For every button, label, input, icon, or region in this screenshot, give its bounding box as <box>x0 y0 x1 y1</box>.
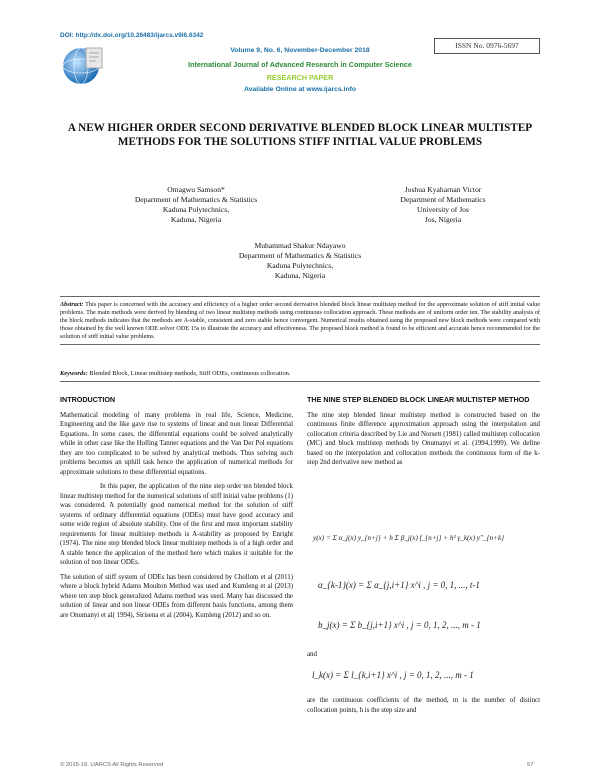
page-number: 57 <box>527 762 534 768</box>
and-text: and <box>307 651 317 658</box>
section2-paragraph-1: The nine step blended linear multistep method is constructed based on the continuous finite difference approximation approach using the interpolation and collocation criteria described by Lie and Norsett (1981) called multistep collocation (MC) and block multistep methods by Onumanyi et al. (1994,1999). We define based on the interpolation and collocation methods the continuous form of the k- step 2nd derivative new method as <box>307 411 540 466</box>
author-dept: Department of Mathematics & Statistics <box>134 195 258 204</box>
author-block-3 <box>200 241 400 281</box>
footer-copyright: © 2015-19, IJARCS All Rights Reserved <box>60 762 164 768</box>
intro-heading: INTRODUCTION <box>60 395 116 404</box>
left-column <box>60 395 293 625</box>
volume-info: Volume 9, No. 6, November-December 2018 <box>230 47 370 54</box>
author-loc: Kaduna, Nigeria <box>274 271 326 280</box>
abstract <box>60 296 540 345</box>
author-inst: University of Jos <box>417 205 469 214</box>
author-dept: Department of Mathematics <box>400 195 486 204</box>
right-column <box>307 395 540 473</box>
author-inst: Kaduna Polytechnics, <box>162 205 230 214</box>
keywords-text: Blended Block, Linear multistep methods, Stiff ODEs, continuous collocation. <box>87 370 291 377</box>
author-name: Muhammad Shakur Ndayawo <box>254 241 346 250</box>
intro-paragraph-2: In this paper, the application of the nine step order ten blended block linear multistep method for the numerical solutions of stiff initial value problems (1) was considered. A potentially good numerical method for the solution of stiff systems of ordinary differential equations (ODEs) must have good accuracy and some wide region of absolute stability. One of the first and most important stability requirements for linear multistep methods is A-stability as proposed by Enright (1974). The nine step blended block linear multistep methods is of a high order and A stable hence the application of the method here which makes it suitable for the solution of non linear ODEs. <box>60 483 293 566</box>
intro-paragraph-3: The solution of stiff system of ODEs has been considered by Chollom et al (2011) where a block hybrid Adams Moulton Method was used and Kumleng et al (2013) where ten step block generalized Adams method was used. Many has discussed the solution of linear and non linear ODEs from different basis functions, among them are Onumanyi et al( 1994), Sirisena et al (2004), Kumleng (2012) and so on. <box>60 573 293 619</box>
section2-paragraph-2: are the continuous coefficients of the method, m is the number of distinct collocation points, h is the step size and <box>307 697 540 714</box>
author-name: Omagwu Samson* <box>167 185 225 194</box>
author-loc: Kaduna, Nigeria <box>170 215 222 224</box>
section2-heading: THE NINE STEP BLENDED BLOCK LINEAR MULTISTEP METHOD <box>307 395 530 404</box>
paper-type: RESEARCH PAPER <box>266 73 334 82</box>
issn-box: ISSN No. 0976-5697 <box>434 38 540 54</box>
keywords-label: Keywords: <box>60 370 88 377</box>
author-inst: Kaduna Polytechnics, <box>266 261 334 270</box>
online-link[interactable]: Available Online at www.ijarcs.info <box>243 86 357 93</box>
keywords <box>60 370 540 382</box>
journal-name: International Journal of Advanced Research in Computer Science <box>188 60 412 69</box>
author-loc: Jos, Nigeria <box>424 215 462 224</box>
author-dept: Department of Mathematics & Statistics <box>238 251 362 260</box>
author-block-1 <box>96 185 296 225</box>
equation-4: l_k(x) = Σ l_{k,i+1} x^i , j = 0, 1, 2, ..., m - 1 <box>312 670 474 680</box>
doi-link[interactable]: DOI: http://dx.doi.org/10.26483/ijarcs.v9i6.6342 <box>60 32 204 39</box>
equation-3: b_j(x) = Σ b_{j,i+1} x^i , j = 0, 1, 2, ..., m - 1 <box>318 620 481 630</box>
abstract-text: This paper is concerned with the accuracy and efficiency of a higher order second derivative blended block linear multistep method for the approximate solution of stiff initial value problems. The main methods were derived by blending of two linear multistep methods using continuous collocation approach. These methods are of uniform order ten. The stability analysis of the block methods indicates that the methods are A-stable, consistent and zero stable hence convergent. Numerical results obtained using the proposed new block methods were compared with those obtained by the well known ODE solver ODE 15s to illustrate the accuracy and effectiveness. The proposed block method is found to be efficient and accurate hence recommended for the solution of stiff initial value problems. <box>60 301 540 340</box>
abstract-label: Abstract: <box>60 301 84 308</box>
equation-1: y(x) = Σ α_j(x) y_{n+j} + h Σ β_j(x) f_{n+j} + h² γ_k(x) y''_{n+k} <box>313 534 505 542</box>
paper-title: A NEW HIGHER ORDER SECOND DERIVATIVE BLENDED BLOCK LINEAR MULTISTEP METHODS FOR THE SOLUTIONS STIFF INITIAL VALUE PROBLEMS <box>67 122 533 148</box>
intro-paragraph-1: Mathematical modeling of many problems in real life, Science, Medicine, Engineering and the like gave rise to systems of linear and non linear Differential Equations. In some cases, the differential equations could be solved analytically while in other case like the Holling Tanner equations and the Van Der Pol equations they are too complicated to be solved by analytical methods. Thus solving such problems becomes an uphill task hence the application of numerical methods for approximate solutions to these differential equations. <box>60 411 293 476</box>
author-name: Joshua Kyaharnan Victor <box>404 185 482 194</box>
author-block-2 <box>343 185 543 225</box>
equation-2: α_{k-1}(x) = Σ α_{j,i+1} x^i , j = 0, 1, ..., t-1 <box>318 580 480 590</box>
